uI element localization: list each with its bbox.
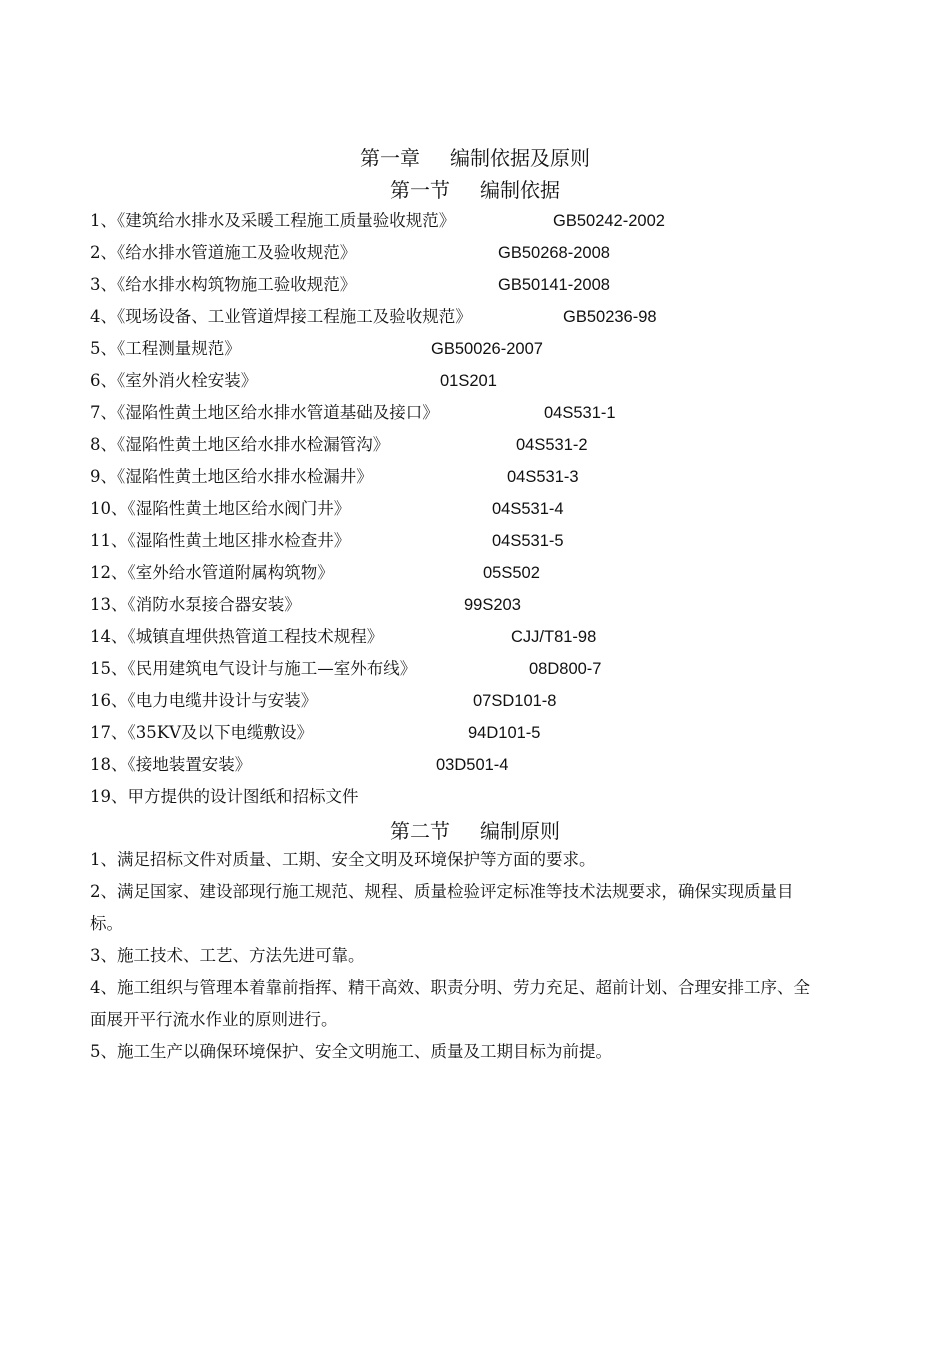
reference-code: 94D101-5 [468, 724, 541, 742]
reference-item [90, 241, 610, 265]
principle-item: 3、施工技术、工艺、方法先进可靠。 [90, 946, 365, 965]
reference-title: 18、《接地装置安装》 [90, 755, 252, 774]
reference-item [90, 593, 521, 617]
reference-code: 07SD101-8 [473, 692, 557, 710]
principle-item: 4、施工组织与管理本着靠前指挥、精干高效、职责分明、劳力充足、超前计划、合理安排工序、全面展开平行流水作业的原则进行。 [90, 978, 810, 1029]
reference-item [90, 753, 509, 777]
reference-item [90, 625, 597, 649]
reference-code: 05S502 [483, 564, 540, 582]
reference-code: GB50026-2007 [431, 340, 543, 358]
reference-code: 99S203 [464, 596, 521, 614]
reference-title: 16、《电力电缆井设计与安装》 [90, 691, 318, 710]
reference-item [90, 273, 610, 297]
reference-code: GB50236-98 [563, 308, 657, 326]
reference-title: 2、《给水排水管道施工及验收规范》 [90, 243, 357, 262]
reference-item [90, 785, 359, 809]
reference-title: 14、《城镇直埋供热管道工程技术规程》 [90, 627, 384, 646]
reference-item [90, 465, 579, 489]
reference-title: 10、《湿陷性黄土地区给水阀门井》 [90, 499, 351, 518]
chapter-title [0, 142, 950, 171]
reference-title: 9、《湿陷性黄土地区给水排水检漏井》 [90, 467, 373, 486]
reference-item [90, 529, 564, 553]
reference-item [90, 369, 497, 393]
reference-item [90, 689, 557, 713]
reference-code: GB50242-2002 [553, 212, 665, 230]
reference-title: 19、甲方提供的设计图纸和招标文件 [90, 787, 359, 806]
principle-item: 1、满足招标文件对质量、工期、安全文明及环境保护等方面的要求。 [90, 850, 596, 869]
reference-item [90, 657, 602, 681]
reference-item [90, 401, 616, 425]
principle-item: 2、满足国家、建设部现行施工规范、规程、质量检验评定标准等技术法规要求，确保实现质量目标。 [90, 882, 794, 933]
reference-title: 8、《湿陷性黄土地区给水排水检漏管沟》 [90, 435, 390, 454]
reference-code: GB50141-2008 [498, 276, 610, 294]
reference-item [90, 305, 657, 329]
principle-item: 5、施工生产以确保环境保护、安全文明施工、质量及工期目标为前提。 [90, 1042, 612, 1061]
reference-title: 12、《室外给水管道附属构筑物》 [90, 563, 334, 582]
reference-title: 3、《给水排水构筑物施工验收规范》 [90, 275, 357, 294]
section2-label: 第二节 [390, 819, 450, 843]
reference-code: CJJ/T81-98 [511, 628, 597, 646]
reference-code: 04S531-3 [507, 468, 579, 486]
reference-title: 7、《湿陷性黄土地区给水排水管道基础及接口》 [90, 403, 439, 422]
reference-item [90, 209, 665, 233]
reference-item [90, 337, 543, 361]
reference-title: 1、《建筑给水排水及采暖工程施工质量验收规范》 [90, 211, 456, 230]
reference-title: 17、《35KV及以下电缆敷设》 [90, 723, 313, 742]
reference-code: 01S201 [440, 372, 497, 390]
reference-code: 04S531-5 [492, 532, 564, 550]
reference-code: 08D800-7 [529, 660, 602, 678]
reference-title: 11、《湿陷性黄土地区排水检查井》 [90, 531, 351, 550]
reference-title: 15、《民用建筑电气设计与施工—室外布线》 [90, 659, 417, 678]
section2-title [0, 815, 950, 844]
reference-title: 13、《消防水泵接合器安装》 [90, 595, 301, 614]
reference-title: 6、《室外消火栓安装》 [90, 371, 258, 390]
reference-title: 4、《现场设备、工业管道焊接工程施工及验收规范》 [90, 307, 472, 326]
reference-item [90, 721, 541, 745]
section1-name: 编制依据 [480, 178, 560, 202]
reference-item [90, 433, 588, 457]
reference-code: 03D501-4 [436, 756, 509, 774]
reference-code: 04S531-1 [544, 404, 616, 422]
reference-code: GB50268-2008 [498, 244, 610, 262]
reference-code: 04S531-2 [516, 436, 588, 454]
reference-item [90, 497, 564, 521]
section2-name: 编制原则 [480, 819, 560, 843]
section1-label: 第一节 [390, 178, 450, 202]
chapter-label: 第一章 [360, 146, 420, 170]
reference-title: 5、《工程测量规范》 [90, 339, 241, 358]
section1-title [0, 174, 950, 203]
reference-item [90, 561, 540, 585]
reference-code: 04S531-4 [492, 500, 564, 518]
chapter-name: 编制依据及原则 [450, 146, 590, 170]
